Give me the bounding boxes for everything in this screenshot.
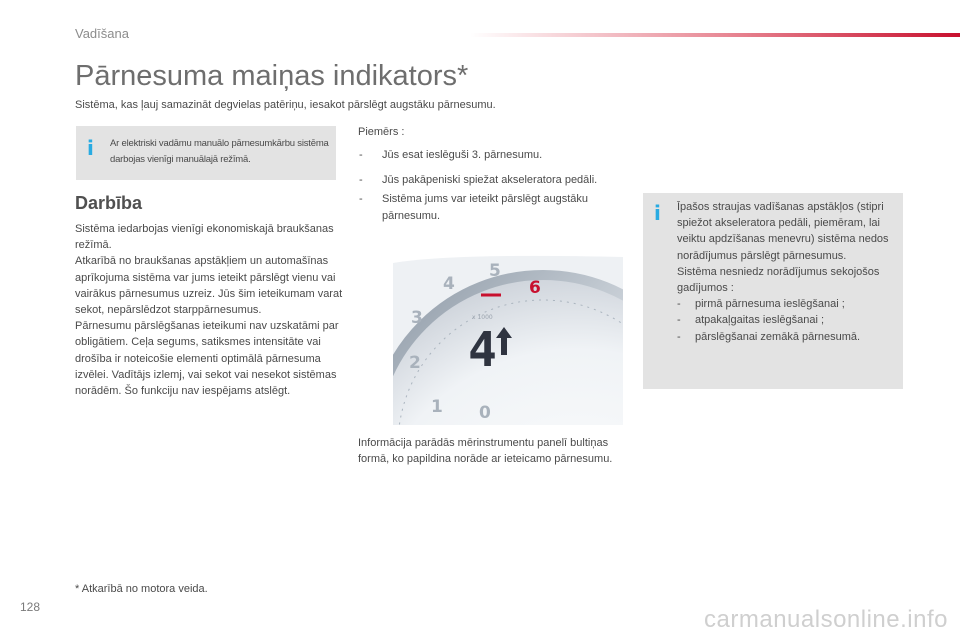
list-item (677, 312, 897, 328)
tick-label: 4 (443, 274, 455, 294)
scale-label: x 1000 (472, 314, 493, 321)
note-text: Ar elektriski vadāmu manuālo pārnesumkārbu sistēma darbojas vienīgi manuālajā režīmā. (110, 138, 329, 165)
example-label: Piemērs : (358, 126, 405, 138)
dash: - (677, 298, 681, 311)
tick-label: 5 (489, 261, 501, 281)
list-item (677, 296, 897, 312)
illustration-caption: Informācija parādās mērinstrumentu panelī bultiņas formā, ko papildina norāde ar ieteicamo pārnesumu. (358, 437, 613, 466)
tick-label: 3 (411, 308, 423, 328)
dash: - (677, 314, 681, 327)
tip-lead: Īpašos straujas vadīšanas apstākļos (stipri spiežot akseleratora pedāli, piemēram, lai veiktu apdzīšanas menevru) sistēma nedos norādījumus pārslēgt pārnesumus. (677, 201, 889, 262)
tip-item-text: atpakaļgaitas ieslēgšanai ; (695, 314, 825, 327)
tachometer-svg (393, 255, 623, 425)
operation-paragraph: Sistēma iedarbojas vienīgi ekonomiskajā braukšanas režīmā. (75, 223, 334, 252)
tip-list (677, 296, 897, 345)
gear-digit: 4 (468, 322, 497, 378)
step-text: Sistēma jums var ieteikt pārslēgt augstāku pārnesumu. (382, 193, 589, 222)
dash: - (359, 174, 363, 187)
footnote: * Atkarībā no motora veida. (75, 583, 208, 595)
tick-label: 2 (409, 353, 421, 373)
page-title: Pārnesuma maiņas indikators* (75, 60, 469, 92)
header-accent-bar (470, 33, 960, 37)
operation-heading: Darbība (75, 193, 143, 213)
dash: - (359, 149, 363, 161)
list-item (358, 172, 628, 188)
list-item (677, 329, 897, 345)
tachometer-illustration (393, 255, 623, 425)
list-item (358, 147, 628, 163)
intro-text: Sistēma, kas ļauj samazināt degvielas patēriņu, iesakot pārslēgt augstāku pārnesumu. (75, 99, 496, 111)
info-icon: i (87, 136, 94, 160)
operation-paragraph: Atkarībā no braukšanas apstākļiem un automašīnas aprīkojuma sistēma var jums ieteikt pārslēgt vienu vai vairākus pārnesumus uzreiz. Jūs šim ieteikumam varat sekot, nepārslēdzot starppārnesumus. (75, 255, 343, 317)
tick-label: 6 (529, 278, 541, 298)
dash: - (677, 330, 681, 343)
tick-label: 1 (431, 397, 443, 417)
tip-second: Sistēma nesniedz norādījumus sekojošos gadījumos : (677, 265, 880, 295)
step-text: Jūs esat ieslēguši 3. pārnesumu. (382, 149, 543, 161)
operation-body (75, 221, 345, 399)
note-box (76, 126, 336, 180)
watermark: carmanualsonline.info (704, 606, 948, 633)
section-label: Vadīšana (75, 26, 129, 41)
list-item (358, 191, 628, 223)
operation-paragraph: Pārnesumu pārslēgšanas ieteikumi nav uzskatāmi par obligātiem. Ceļa segums, satiksmes intensitāte vai drošība ir noteicošie elementi optimālā pārnesuma izvēlei. Vadītājs izlemj, vai sekot vai nesekot sistēmas norādēm. Šo funkciju nav iespējams atslēgt. (75, 320, 339, 398)
tip-item-text: pārslēgšanai zemākā pārnesumā. (695, 330, 861, 343)
info-icon: i (654, 201, 661, 225)
step-text: Jūs pakāpeniski spiežat akseleratora pedāli. (382, 174, 598, 187)
page-number: 128 (20, 600, 41, 614)
dash: - (359, 193, 363, 206)
tip-box (643, 193, 903, 389)
tick-label: 0 (479, 403, 491, 423)
tip-text (677, 199, 897, 345)
tip-item-text: pirmā pārnesuma ieslēgšanai ; (695, 298, 845, 311)
example-steps (358, 147, 628, 233)
